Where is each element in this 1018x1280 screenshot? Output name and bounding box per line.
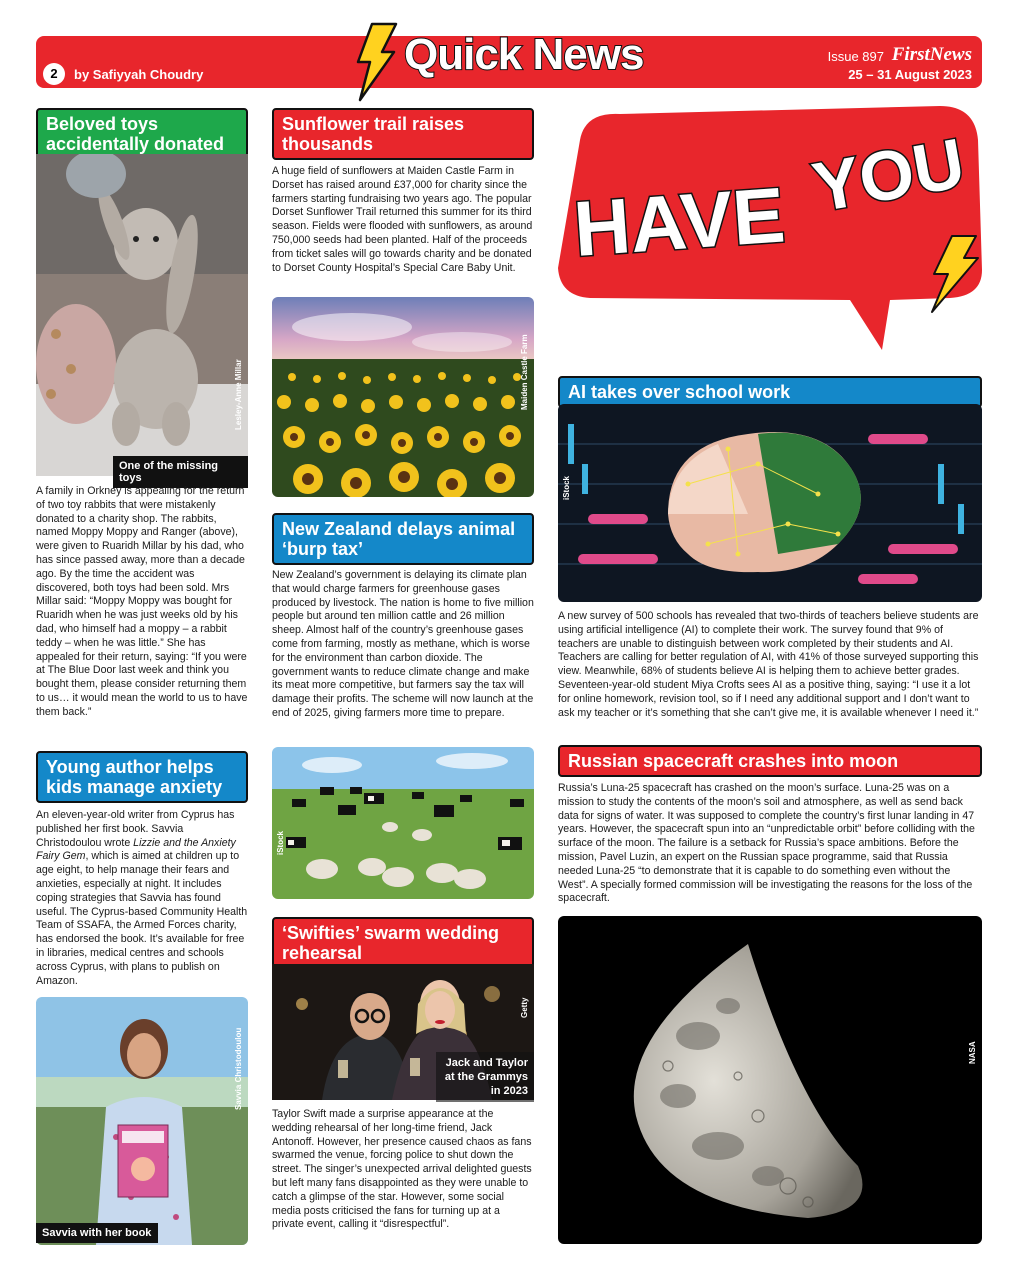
headline-moon: Russian spacecraft crashes into moon [558,745,982,777]
headline-ai: AI takes over school work [558,376,982,408]
you-text: YOU [807,123,971,227]
have-text: HAVE [571,170,788,273]
photo-toy-rabbit [36,154,248,476]
headline-sunflower: Sunflower trail raises thousands [272,108,534,160]
photo-credit: NASA [968,1041,977,1064]
toy-rabbit-illustration [36,154,248,476]
photo-caption: Jack and Taylor at the Grammys in 2023 [436,1052,534,1102]
moon-illustration [558,916,982,1244]
headline-toys: Beloved toys accidentally donated [36,108,248,160]
photo-caption: One of the missing toys [113,456,248,488]
article-body-toys: A family in Orkney is appealing for the return of two toy rabbits that were mistakenly donated to a charity shop. The rabbits, named Moppy Moppy and Ranger (above), were given to Ruaridh Millar by his dad, who has since passed away, more than a decade ago. By the time the accident was discovered, both toys had been sold. Mrs Millar said: “Moppy Moppy was bought for Ruaridh when he was just weeks old by his dad, who himself had a moppy – a rabbit teddy – when he was little.” She has appealed for their return, saying: “If you were at The Blue Door last week and think you bought them, please consider returning them to us… it would mean the world to us to have them back.” [36,485,248,718]
book-title: Lizzie and the Anxiety Fairy Gem [36,836,236,863]
article-text: , which is aimed at children up to age eight, to help manage their fears and anxieties, especially at night. It includes coping strategies that Savvia has found useful. The Cyprus-based Community Health Team of SSAFA, the Armed Forces charity, has endorsed the book. It’s available for free in libraries, medical centres and schools across Cyprus, with plans to publish on Amazon. [36,850,248,987]
article-body-author [36,809,248,988]
page-header [36,30,982,88]
photo-credit: Lesley-Anne Millar [234,359,243,430]
headline-swifties: ‘Swifties’ swarm wedding rehearsal [272,917,534,969]
headline-author: Young author helps kids manage anxiety [36,751,248,803]
lightning-bolt-icon [352,22,398,102]
photo-young-author [36,997,248,1245]
headline-burp-tax: New Zealand delays animal ‘burp tax’ [272,513,534,565]
article-body-swifties: Taylor Swift made a surprise appearance at the wedding rehearsal of her long-time friend, Jack Antonoff. However, her presence caused chaos as fans swarmed the venue, forcing police to shut down the street. The singer’s unexpected arrival delighted guests but left many fans disappointed as they were unable to catch a glimpse of the star. However, some social media posts criticised the fans for turning up at a private event, calling it “disrespectful”. [272,1108,532,1231]
photo-ai-brain [558,404,982,602]
photo-moon [558,916,982,1244]
issue-number: Issue 897 [827,49,884,64]
photo-credit: iStock [562,475,571,500]
issue-dates: 25 – 31 August 2023 [848,67,972,82]
section-title: Quick News [404,30,644,79]
photo-credit: Getty [520,997,529,1018]
sunflower-illustration [272,297,534,497]
article-body-sunflower: A huge field of sunflowers at Maiden Castle Farm in Dorset has raised around £37,000 for charity since the farmers starting fundraising two years ago. The popular Dorset Sunflower Trail returned this summer for its third season. Fields were flooded with sunflowers, as around 750,000 seeds had been planted. Half of the proceeds from ticket sales will go towards charity and be donated to Dorset County Hospital’s Special Care Baby Unit. [272,165,533,274]
photo-credit: Savvia Christodoulou [234,1027,243,1110]
article-body-burp-tax: New Zealand’s government is delaying its climate plan that would charge farmers for greenhouse gases produced by livestock. The nation is home to five million people but around ten million cattle and 26 million sheep. Almost half of the country’s greenhouse gases come from farming, mostly as methane, which is worse for the environment than carbon dioxide. The government wants to reduce climate change and make its meat more competitive, but farmers say the tax will damage their profits. The scheme will now launch at the end of 2025, giving farmers more time to prepare. [272,569,534,719]
page-number: 2 [43,63,65,85]
photo-caption: Savvia with her book [36,1223,158,1243]
byline: by Safiyyah Choudry [74,67,204,82]
photo-cattle-sheep [272,747,534,899]
article-body-moon: Russia’s Luna-25 spacecraft has crashed on the moon’s surface. Luna-25 was on a mission to study the contents of the moon’s soil and atmosphere, as well as send back data for signs of water. It was supposed to complete the country’s first lunar landing in 47 years. However, the spacecraft spun into an “unpredictable orbit” before colliding with the surface of the moon. The failure is a setback for Russia’s space ambitions. Before the mission, Pavel Luzin, an expert on the Russian space programme, said that Russia needed Luna-25 “to demonstrate that it is capable to do something even without the West”. A specially formed commission will be investigating the reasons for the loss of the spacecraft. [558,782,975,905]
photo-sunflower-field [272,297,534,497]
have-you-speech-bubble [550,100,990,360]
livestock-illustration [272,747,534,899]
photo-credit: Maiden Castle Farm [520,334,529,410]
brand-logo: FirstNews [891,44,972,65]
author-illustration [36,997,248,1245]
article-text: An eleven-year-old writer from Cyprus has published her first book. Savvia Christodoulou wrote [36,809,235,849]
article-body-ai: A new survey of 500 schools has revealed that two-thirds of teachers believe students are using artificial intelligence (AI) to complete their work. The survey found that 9% of teachers are unable to distinguish between work completed by their students and AI. Teachers are calling for better regulation of AI, with 41% of those surveyed supporting this view. Meanwhile, 68% of students believe AI is helping them to achieve better grades. Seventeen-year-old student Miya Crofts sees AI as a positive thing, saying: “I use it a lot for online homework, revision tool, so if I need any additional support and I don’t want to ask my teacher or it’s something that she can’t give me, it is available whenever I need it.” [558,610,979,719]
photo-credit: iStock [276,830,285,855]
ai-brain-illustration [558,404,982,602]
